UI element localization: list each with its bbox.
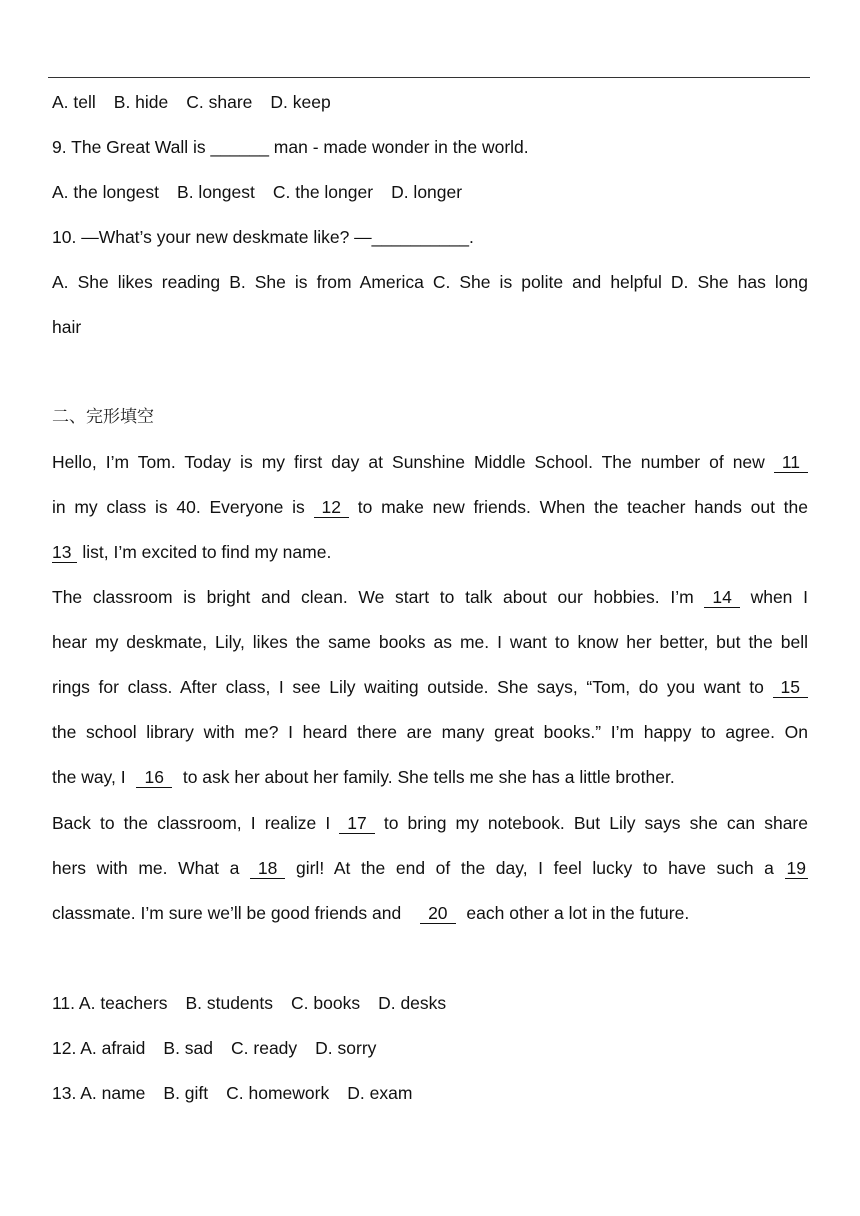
- option-b: B. longest: [177, 182, 255, 202]
- passage-line: hers with me. What a 18 girl! At the end of the day, I feel lucky to have such a 19: [52, 858, 806, 878]
- header-rule: [48, 77, 810, 78]
- q9-stem: 9. The Great Wall is ______ man - made wonder in the world.: [52, 137, 529, 157]
- blank-12: 12: [314, 498, 349, 518]
- option-c: C. She is polite and helpful: [432, 272, 662, 292]
- passage-line: hear my deskmate, Lily, likes the same books as me. I want to know her better, but the bell: [52, 632, 808, 652]
- option-b: B. She is from America: [229, 272, 424, 292]
- blank-15: 15: [773, 678, 808, 698]
- passage-line: in my class is 40. Everyone is 12 to make new friends. When the teacher hands out the: [52, 497, 809, 517]
- passage-line: 13 list, I’m excited to find my name.: [52, 542, 332, 562]
- option-d: D. longer: [391, 182, 463, 202]
- blank-17: 17: [339, 814, 374, 834]
- passage-line: the school library with me? I heard there are many great books.” I’m happy to agree. On: [52, 722, 808, 742]
- option-a: A. tell: [52, 92, 96, 112]
- passage-line: The classroom is bright and clean. We start to talk about our hobbies. I’m 14 when I: [52, 587, 808, 607]
- passage-line: Hello, I’m Tom. Today is my first day at Sunshine Middle School. The number of new 11: [52, 451, 808, 473]
- option-c: C. ready: [231, 1038, 298, 1058]
- passage-line: classmate. I’m sure we’ll be good friends and 20 each other a lot in the future.: [52, 903, 690, 923]
- passage-line: Back to the classroom, I realize I 17 to bring my notebook. But Lily says she can share: [52, 813, 808, 833]
- q9-options: [52, 181, 808, 203]
- passage-line: rings for class. After class, I see Lily waiting outside. She says, “Tom, do you want to 15: [52, 676, 808, 698]
- q10-option-d-continued: hair: [52, 317, 82, 337]
- option-b: B. students: [185, 993, 274, 1013]
- option-d: D. She has long: [670, 272, 808, 292]
- section-title: 二、完形填空: [52, 407, 154, 427]
- option-b: B. gift: [163, 1083, 209, 1103]
- option-a: A. She likes reading: [52, 272, 221, 292]
- blank-19: 19: [786, 858, 806, 878]
- q8-options: [52, 91, 808, 113]
- q13-options: [52, 1082, 808, 1104]
- option-b: B. sad: [163, 1038, 214, 1058]
- blank-14: 14: [704, 588, 739, 608]
- option-d: D. desks: [378, 993, 447, 1013]
- blank-13: 13: [52, 543, 77, 563]
- option-a: 12. A. afraid: [52, 1038, 146, 1058]
- option-a: 13. A. name: [52, 1083, 146, 1103]
- option-d: D. sorry: [315, 1038, 377, 1058]
- blank-20: 20: [420, 904, 455, 924]
- blank-18: 18: [250, 859, 285, 879]
- option-b: B. hide: [113, 92, 169, 112]
- passage-line: the way, I 16 to ask her about her family. She tells me she has a little brother.: [52, 767, 675, 787]
- q12-options: [52, 1037, 808, 1059]
- option-c: C. share: [186, 92, 253, 112]
- blank-11: 11: [774, 453, 808, 473]
- q10-options: [52, 271, 808, 293]
- option-c: C. the longer: [272, 182, 374, 202]
- option-a: 11. A. teachers: [52, 993, 168, 1013]
- option-a: A. the longest: [52, 182, 160, 202]
- option-c: C. books: [291, 993, 361, 1013]
- option-d: D. exam: [347, 1083, 413, 1103]
- option-d: D. keep: [270, 92, 331, 112]
- blank-16: 16: [136, 768, 171, 788]
- q10-stem: 10. —What’s your new deskmate like? —__________.: [52, 227, 474, 247]
- q11-options: [52, 992, 808, 1014]
- option-c: C. homework: [226, 1083, 330, 1103]
